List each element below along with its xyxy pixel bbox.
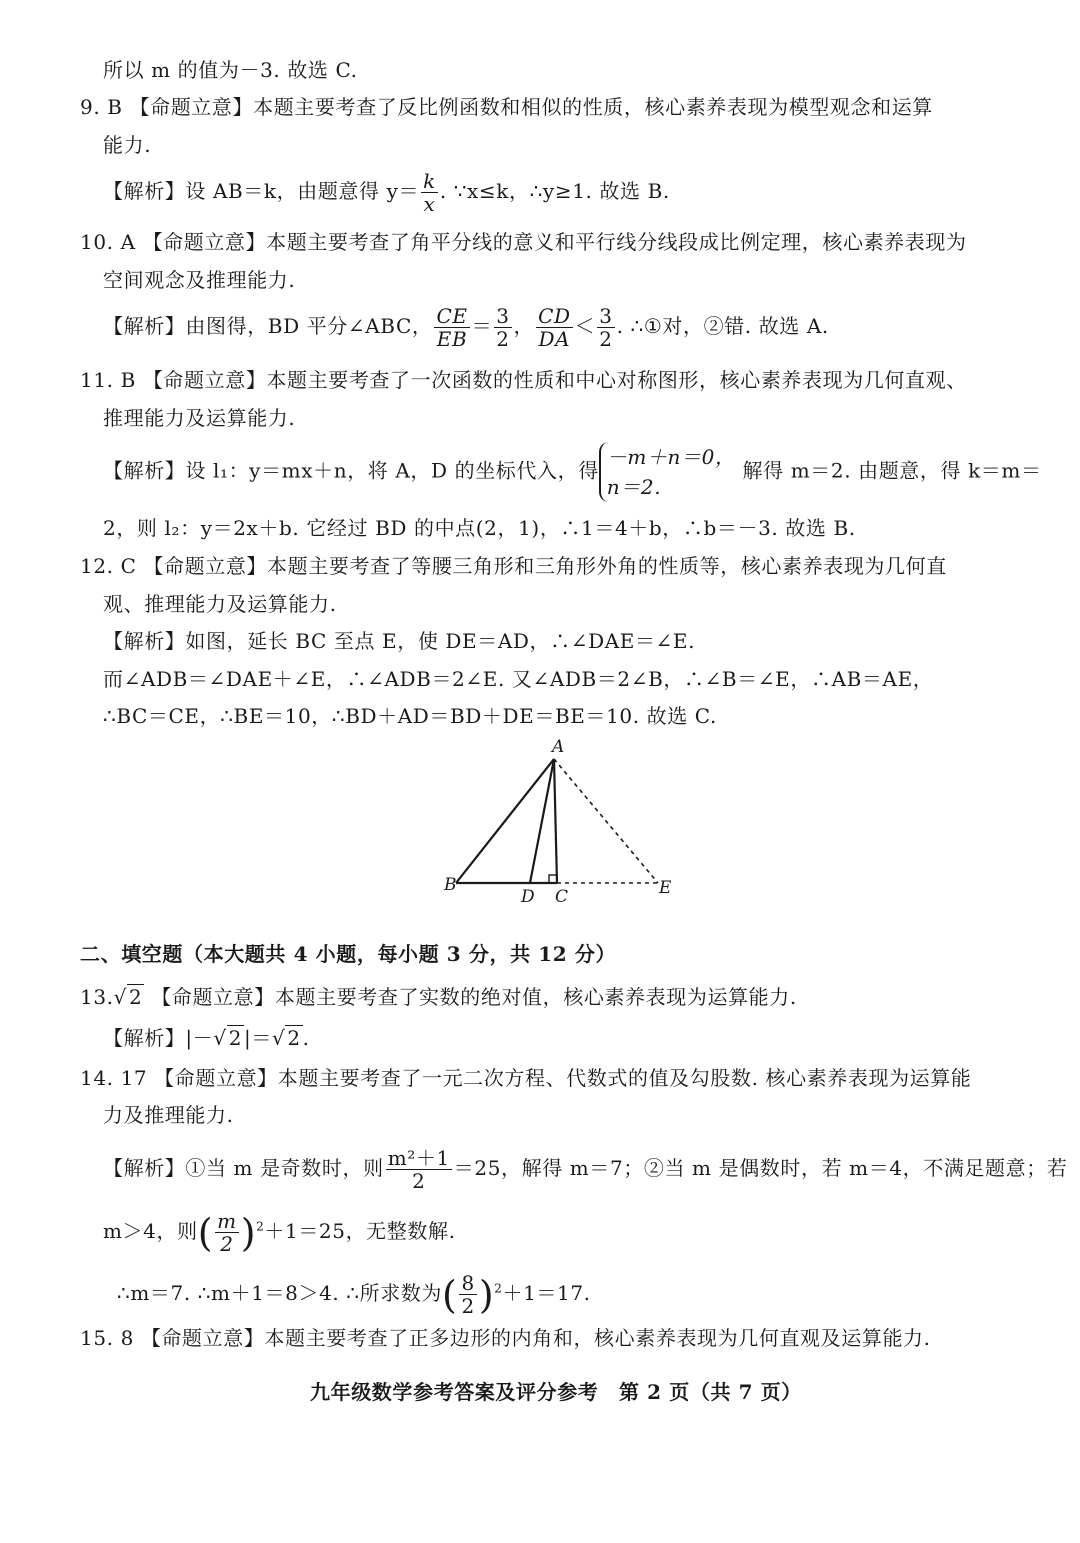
- text-span: 【解析】①当 m 是奇数时，则: [103, 1156, 384, 1180]
- text-line: 所以 m 的值为－3. 故选 C.: [103, 58, 358, 82]
- text-span: . ∵x≤k，∴y≥1. 故选 B.: [439, 179, 670, 203]
- text-span: 【命题立意】本题主要考查了实数的绝对值，核心素养表现为运算能力.: [144, 985, 797, 1009]
- q11-analysis-cont: 2，则 l₂：y＝2x＋b. 它经过 BD 的中点(2，1)，∴1＝4＋b，∴b＝－3. 故选 B.: [103, 516, 856, 540]
- label-d: D: [521, 887, 535, 907]
- segment-ab: [456, 759, 554, 883]
- q14-analysis-1: [103, 1147, 1067, 1192]
- denominator: EB: [436, 327, 468, 351]
- text-span: .: [302, 1026, 310, 1050]
- q15-heading: 15. 8 【命题立意】本题主要考查了正多边形的内角和，核心素养表现为几何直观及运算能力.: [80, 1326, 931, 1350]
- q10-heading: 10. A 【命题立意】本题主要考查了角平分线的意义和平行线分线段成比例定理，核心素养表现为: [80, 230, 967, 254]
- sqrt-sign: √: [271, 1026, 286, 1050]
- label-a: A: [552, 737, 565, 757]
- segment-ad: [530, 759, 554, 883]
- text-span: ＝25，解得 m＝7；②当 m 是偶数时，若 m＝4，不满足题意；若: [453, 1156, 1068, 1180]
- denominator: x: [423, 192, 436, 216]
- equation-system: [599, 442, 736, 502]
- text-span: ＋1＝17.: [502, 1281, 591, 1305]
- fraction: [215, 1210, 239, 1255]
- text-span: 【解析】设 l₁：y＝mx＋n，将 A，D 的坐标代入，得: [103, 458, 599, 483]
- fraction: [459, 1272, 476, 1317]
- denominator: 2: [220, 1232, 234, 1256]
- q11-heading: 11. B 【命题立意】本题主要考查了一次函数的性质和中心对称图形，核心素养表现为几何直观、: [80, 368, 967, 392]
- radicand: 2: [128, 985, 143, 1009]
- segment-ac: [554, 759, 557, 883]
- q12-heading: 12. C 【命题立意】本题主要考查了等腰三角形和三角形外角的性质等，核心素养表现为几何直: [80, 554, 947, 578]
- right-paren: ): [478, 1272, 495, 1317]
- q11-analysis: [103, 442, 1042, 502]
- numerator: k: [423, 169, 436, 193]
- text-span: 【解析】设 AB＝k，由题意得 y＝: [103, 179, 420, 203]
- section-heading: 二、填空题（本大题共 4 小题，每小题 3 分，共 12 分）: [80, 942, 617, 966]
- left-paren: (: [442, 1272, 458, 1317]
- q12-analysis-2: 而∠ADB＝∠DAE＋∠E，∴∠ADB＝2∠E. 又∠ADB＝2∠B，∴∠B＝∠E，∴AB＝AE，: [103, 667, 934, 691]
- text-span: 13.: [80, 985, 114, 1009]
- q10-analysis: [103, 305, 829, 350]
- denominator: 2: [412, 1169, 426, 1193]
- q14-heading: 14. 17 【命题立意】本题主要考查了一元二次方程、代数式的值及勾股数. 核心素养表现为运算能: [80, 1066, 972, 1090]
- equation: n＝2.: [606, 475, 662, 499]
- q9-analysis: [103, 170, 670, 215]
- numerator: CD: [538, 304, 571, 328]
- q9-continuation: 能力.: [103, 133, 152, 157]
- sqrt-sign: √: [113, 985, 127, 1009]
- fraction: [536, 305, 573, 350]
- numerator: 3: [599, 304, 613, 328]
- denominator: 2: [496, 327, 510, 351]
- fraction: [386, 1147, 452, 1192]
- exponent: 2: [494, 1281, 503, 1296]
- text-span: ＝: [471, 314, 493, 338]
- fraction: [494, 305, 511, 350]
- sqrt-sign: √: [213, 1026, 227, 1050]
- numerator: 3: [496, 304, 510, 328]
- text-span: ＜: [574, 314, 596, 338]
- q13-heading: [80, 983, 797, 1011]
- numerator: m: [217, 1209, 237, 1233]
- q12-continuation: 观、推理能力及运算能力.: [103, 592, 337, 616]
- text-span: 解得 m＝2. 由题意，得 k＝m＝: [742, 458, 1042, 483]
- text-span: ∴m＝7. ∴m＋1＝8＞4. ∴所求数为: [117, 1281, 443, 1305]
- text-span: . ∴①对，②错. 故选 A.: [616, 314, 829, 338]
- q14-analysis-3: [117, 1272, 591, 1317]
- radicand: 2: [228, 1026, 243, 1050]
- q13-analysis: [103, 1024, 310, 1052]
- q14-analysis-2: [103, 1210, 456, 1255]
- q12-analysis-1: 【解析】如图，延长 BC 至点 E，使 DE＝AD，∴∠DAE＝∠E.: [103, 629, 696, 653]
- text-span: m＞4，则: [103, 1219, 198, 1243]
- text-span: ＋1＝25，无整数解.: [264, 1219, 456, 1243]
- numerator: 8: [461, 1271, 475, 1295]
- numerator: CE: [436, 304, 468, 328]
- denominator: DA: [538, 327, 571, 351]
- exponent: 2: [256, 1219, 265, 1234]
- label-e: E: [659, 878, 672, 898]
- fraction: [597, 305, 614, 350]
- q12-analysis-3: ∴BC＝CE，∴BE＝10，∴BD＋AD＝BD＋DE＝BE＝10. 故选 C.: [103, 704, 717, 728]
- left-paren: (: [197, 1210, 214, 1255]
- numerator: m²＋1: [387, 1146, 450, 1170]
- geometry-figure: [430, 735, 690, 910]
- label-b: B: [444, 875, 457, 895]
- q10-continuation: 空间观念及推理能力.: [103, 268, 296, 292]
- text-span: ，: [513, 314, 535, 338]
- fraction: [434, 305, 469, 350]
- text-span: 【解析】由图得，BD 平分∠ABC，: [103, 314, 433, 338]
- equation: －m＋n＝0，: [606, 445, 736, 469]
- denominator: 2: [461, 1294, 475, 1318]
- q9-heading: 9. B 【命题立意】本题主要考查了反比例函数和相似的性质，核心素养表现为模型观念和运算: [80, 95, 933, 119]
- page-footer: 九年级数学参考答案及评分参考 第 2 页（共 7 页）: [310, 1380, 802, 1404]
- radicand: 2: [287, 1026, 301, 1050]
- text-span: |＝: [244, 1026, 272, 1050]
- label-c: C: [555, 887, 569, 907]
- denominator: 2: [599, 327, 613, 351]
- q14-continuation: 力及推理能力.: [103, 1103, 234, 1127]
- segment-ae-dashed: [554, 759, 658, 883]
- right-paren: ): [240, 1210, 257, 1255]
- text-span: 【解析】|－: [103, 1026, 214, 1050]
- fraction: [421, 170, 438, 215]
- q11-continuation: 推理能力及运算能力.: [103, 406, 296, 430]
